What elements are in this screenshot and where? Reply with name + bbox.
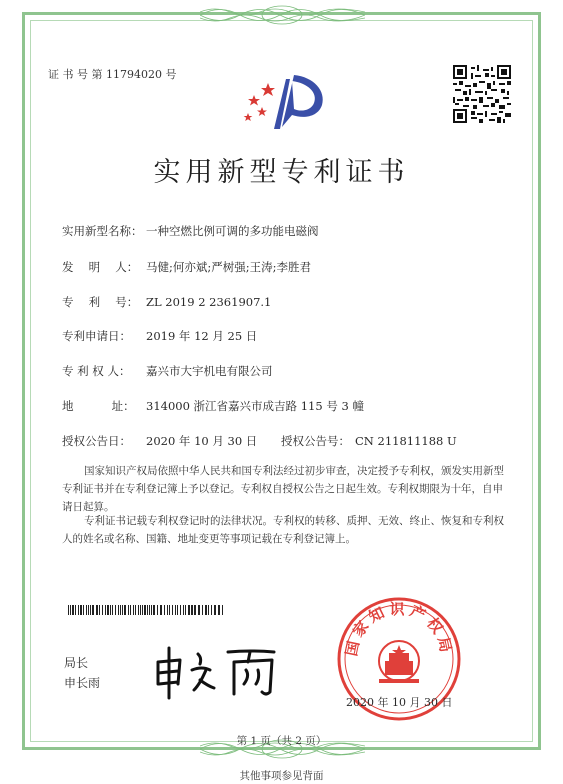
- page-info: 第 1 页（共 2 页）: [236, 735, 327, 747]
- address-value: 314000 浙江省嘉兴市成吉路 115 号 3 幢: [146, 399, 364, 413]
- inventor-value: 马健;何亦斌;严树强;王涛;李胜君: [146, 260, 311, 274]
- certificate-paragraph-2: 专利证书记载专利权登记时的法律状况。专利权的转移、质押、无效、终止、恢复和专利权人的姓名或名称、国籍、地址变更等事项记载在专利登记簿上。: [62, 515, 504, 545]
- grant-number-value: CN 211811188 U: [355, 434, 457, 448]
- name-value: 一种空燃比例可调的多功能电磁阀: [146, 224, 319, 238]
- owner-label: 专 利 权 人：: [62, 364, 131, 378]
- name-label: 实用新型名称：: [62, 224, 143, 238]
- director-name: 申长雨: [64, 676, 101, 690]
- director-title: 局长: [64, 656, 89, 670]
- seal-text: 国家知识产权局: [342, 600, 456, 658]
- patent-number-value: ZL 2019 2 2361907.1: [146, 295, 272, 309]
- grant-number-label: 授权公告号：: [281, 434, 350, 448]
- certificate-title: 实用新型专利证书: [153, 157, 410, 188]
- patent-number-label: 专 利 号：: [62, 295, 139, 309]
- certificate-number: 证 书 号 第 11794020 号: [48, 68, 177, 81]
- barcode-icon: [68, 605, 223, 615]
- director-signature: [150, 640, 290, 700]
- cnipa-logo-icon: [234, 67, 329, 135]
- apply-date-value: 2019 年 12 月 25 日: [146, 329, 258, 343]
- grant-date-label: 授权公告日：: [62, 434, 131, 448]
- apply-date-label: 专利申请日：: [62, 329, 131, 343]
- back-note: 其他事项参见背面: [239, 770, 324, 782]
- seal-date: 2020 年 10 月 30 日: [346, 696, 453, 709]
- qr-code-icon: [453, 65, 511, 123]
- grant-date-value: 2020 年 10 月 30 日: [146, 434, 258, 448]
- inventor-label: 发 明 人：: [62, 260, 139, 274]
- guilloche-ornament-top: [200, 4, 365, 26]
- certificate-paragraph-1: 国家知识产权局依照中华人民共和国专利法经过初步审查，决定授予专利权，颁发实用新型专利证书并在专利登记簿上予以登记。专利权自授权公告之日起生效。专利权期限为十年，自申请日起算。: [62, 465, 504, 513]
- address-label: 地 址：: [62, 399, 135, 413]
- owner-value: 嘉兴市大宇机电有限公司: [146, 364, 273, 378]
